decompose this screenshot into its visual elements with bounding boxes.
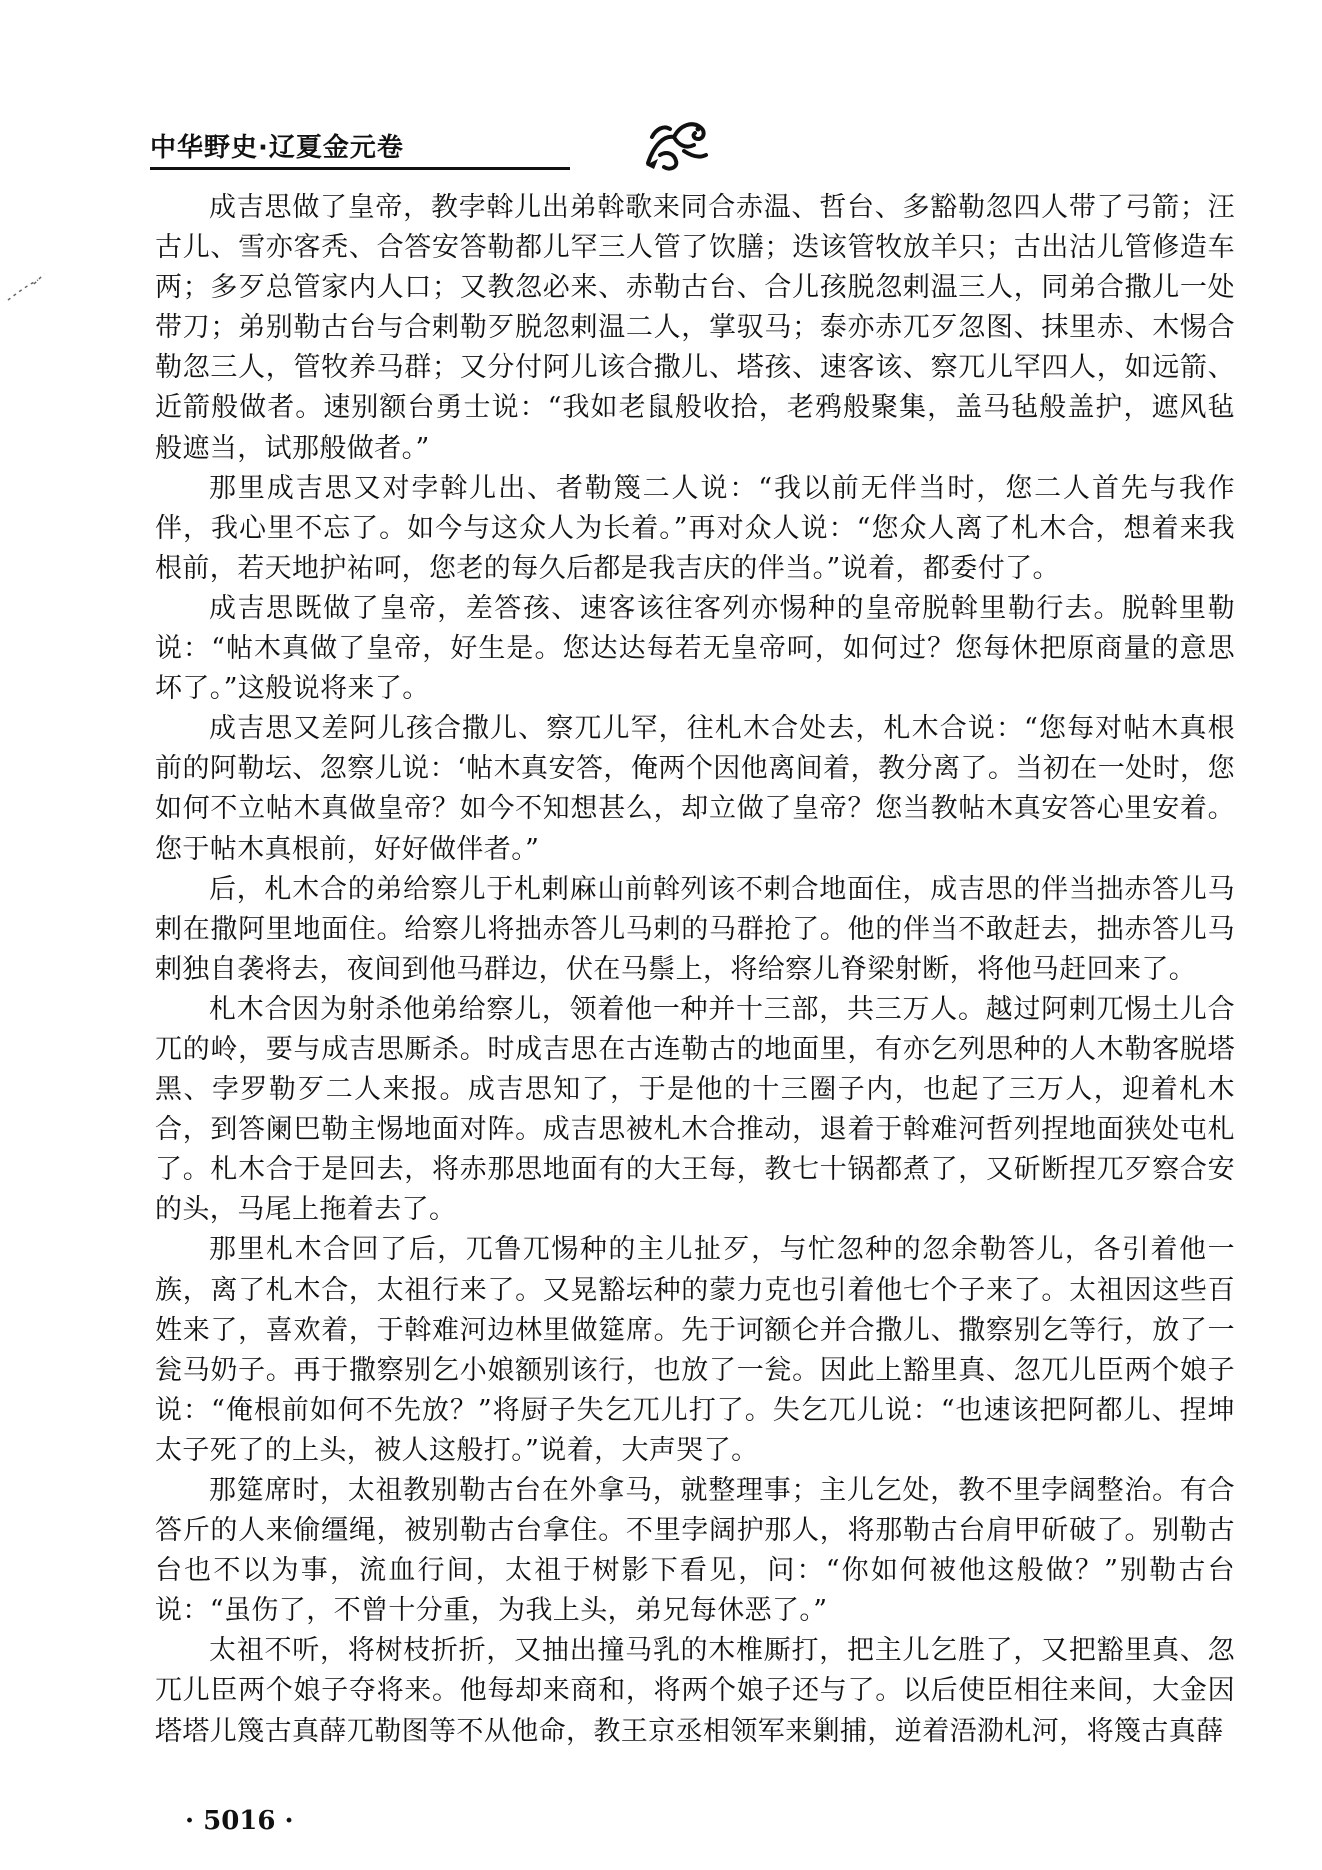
paragraph: 太祖不听，将树枝折折，又抽出撞马乳的木椎厮打，把主儿乞胜了，又把豁里真、忽兀儿臣两个娘子夺将来。他每却来商和，将两个娘子还与了。以后使臣相往来间，大金因塔塔儿篾古真薛兀勒图等不从他命，教王京丞相领军来剿捕，逆着浯泐札河，将篾古真薛: [155, 1635, 1235, 1747]
paragraph: 成吉思既做了皇帝，差答孩、速客该往客列亦惕种的皇帝脱斡里勒行去。脱斡里勒说：“帖木真做了皇帝，好生是。您达达每若无皇帝呵，如何过？您每休把原商量的意思坏了。”这般说将来了。: [155, 592, 1235, 705]
paragraph: 那里成吉思又对孛斡儿出、者勒篾二人说：“我以前无伴当时，您二人首先与我作伴，我心里不忘了。如今与这众人为长着。”再对众人说：“您众人离了札木合，想着来我根前，若天地护祐呵，您老的每久后都是我吉庆的伴当。”说着，都委付了。: [155, 472, 1235, 584]
book-title: 中华野史·辽夏金元卷: [150, 133, 404, 163]
page-number: · 5016 ·: [185, 1806, 294, 1836]
margin-scan-mark: [4, 268, 64, 304]
paragraph: 后，札木合的弟给察儿于札剌麻山前斡列该不剌合地面住，成吉思的伴当拙赤答儿马剌在撒阿里地面住。给察儿将拙赤答儿马剌的马群抢了。他的伴当不敢赶去，拙赤答儿马剌独自袭将去，夜间到他马群边，伏在马鬃上，将给察儿脊梁射断，将他马赶回来了。: [155, 873, 1235, 985]
paragraph: 札木合因为射杀他弟给察儿，领着他一种并十三部，共三万人。越过阿剌兀惕土儿合兀的岭，要与成吉思厮杀。时成吉思在古连勒古的地面里，有亦乞列思种的人木勒客脱塔黑、孛罗勒歹二人来报。成吉思知了，于是他的十三圈子内，也起了三万人，迎着札木合，到答阑巴勒主惕地面对阵。成吉思被札木合推动，退着于斡难河哲列捏地面狭处屯札了。札木合于是回去，将赤那思地面有的大王每，教七十锅都煮了，又斫断捏兀歹察合安的头，马尾上拖着去了。: [155, 993, 1235, 1226]
header-rule: [150, 167, 570, 170]
dragon-emblem-icon: [640, 115, 712, 173]
running-header: [150, 115, 1240, 173]
paragraph: 成吉思又差阿儿孩合撒儿、察兀儿罕，往札木合处去，札木合说：“您每对帖木真根前的阿勒坛、忽察儿说：‘帖木真安答，俺两个因他离间着，教分离了。当初在一处时，您如何不立帖木真做皇帝？如今不知想甚么，却立做了皇帝？您当教帖木真安答心里安着。您于帖木真根前，好好做伴者。”: [155, 713, 1235, 865]
paragraph: 那筵席时，太祖教别勒古台在外拿马，就整理事；主儿乞处，教不里孛阔整治。有合答斤的人来偷缰绳，被别勒古台拿住。不里孛阔护那人，将那勒古台肩甲斫破了。别勒古台也不以为事，流血行间，太祖于树影下看见，问：“你如何被他这般做？”别勒古台说：“虽伤了，不曾十分重，为我上头，弟兄每休恶了。”: [155, 1475, 1235, 1627]
paragraph: 成吉思做了皇帝，教孛斡儿出弟斡歌来同合赤温、哲台、多豁勒忽四人带了弓箭；汪古儿、雪亦客秃、合答安答勒都儿罕三人管了饮膳；迭该管牧放羊只；古出沽儿管修造车两；多歹总管家内人口；又教忽必来、赤勒古台、合儿孩脱忽剌温三人，同弟合撒儿一处带刀；弟别勒古台与合剌勒歹脱忽剌温二人，掌驭马；泰亦赤兀歹忽图、抹里赤、木惕合勒忽三人，管牧养马群；又分付阿儿该合撒儿、塔孩、速客该、察兀儿罕四人，如远箭、近箭般做者。速别额台勇士说：“我如老鼠般收拾，老鸦般聚集，盖马毡般盖护，遮风毡般遮当，试那般做者。”: [155, 192, 1235, 464]
paragraph: 那里札木合回了后，兀鲁兀惕种的主儿扯歹，与忙忽种的忽余勒答儿，各引着他一族，离了札木合，太祖行来了。又晃豁坛种的蒙力克也引着他七个子来了。太祖因这些百姓来了，喜欢着，于斡难河边林里做筵席。先于诃额仑并合撒儿、撒察别乞等行，放了一瓮马奶子。再于撒察别乞小娘额别该行，也放了一瓮。因此上豁里真、忽兀儿臣两个娘子说：“俺根前如何不先放？”将厨子失乞兀儿打了。失乞兀儿说：“也速该把阿都儿、捏坤太子死了的上头，被人这般打。”说着，大声哭了。: [155, 1234, 1235, 1466]
body-text: [155, 188, 1235, 1752]
